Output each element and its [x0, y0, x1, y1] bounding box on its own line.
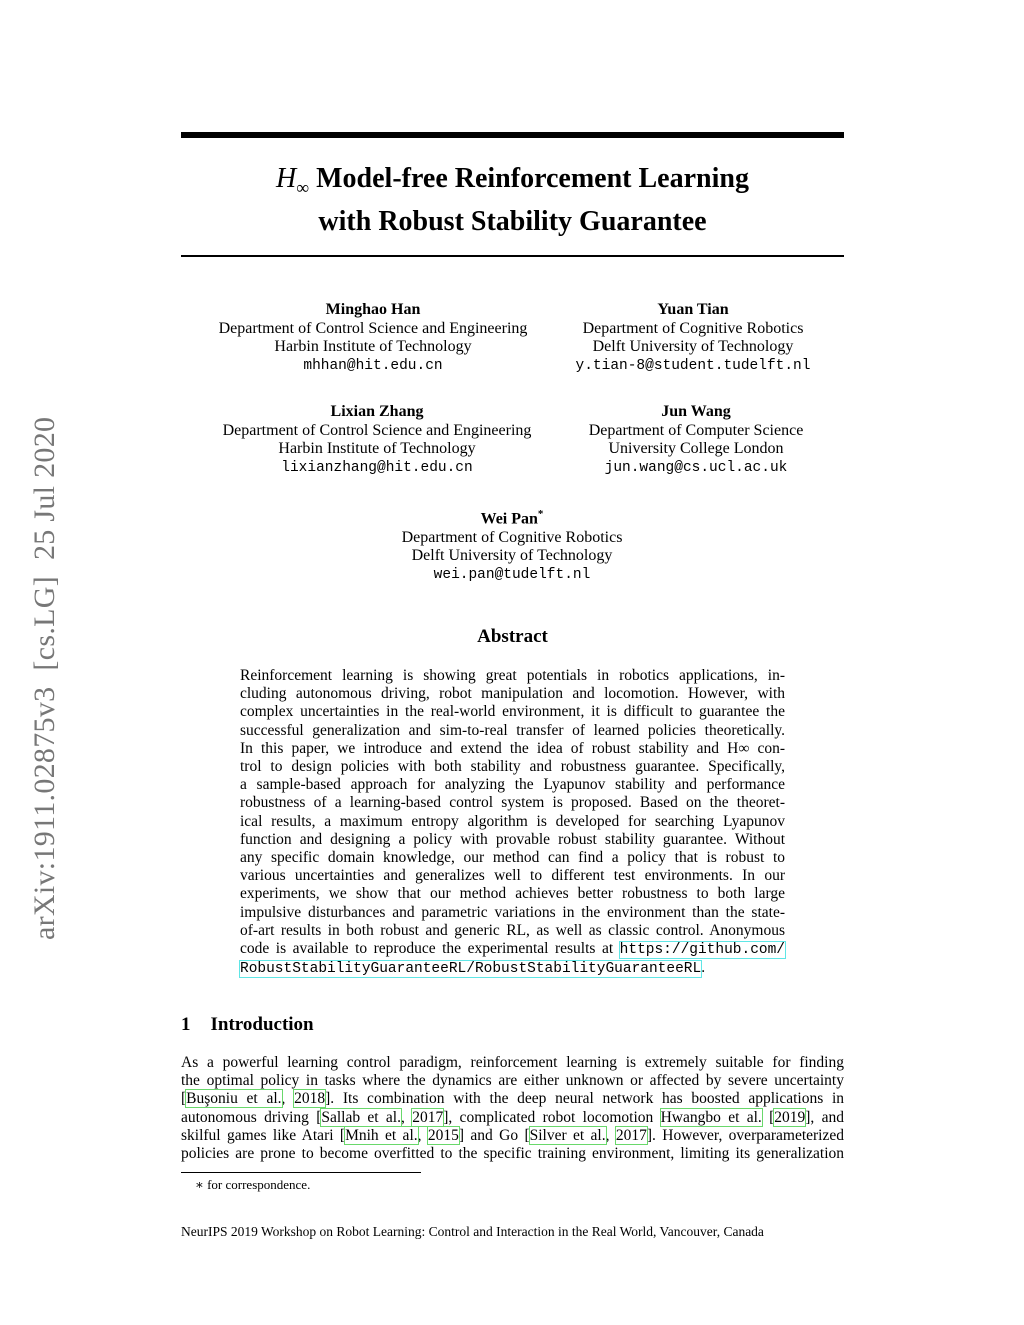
intro-line: As a powerful learning control paradigm, reinforcement learning is extremely suitable for finding: [181, 1054, 844, 1071]
abstract-line: impulsive disturbances and parametric variations in the environment than the state-: [240, 903, 785, 921]
intro-line: skilful games like Atari [Mnih et al., 2015] and Go [Silver et al., 2017]. However, overparameterized: [181, 1126, 844, 1144]
abstract-line: cluding autonomous driving, robot manipulation and locomotion. However, with: [240, 685, 785, 703]
footnote-mark: ∗: [195, 1177, 204, 1192]
citation-silver-year[interactable]: 2017: [615, 1126, 647, 1144]
h-infinity-symbol: $H_\infty$: [276, 163, 310, 198]
author-name: Lixian Zhang: [330, 403, 424, 420]
title-rule-bottom: [181, 255, 844, 257]
abstract-line: a sample-based approach for analyzing the Lyapunov stability and performance: [240, 776, 785, 794]
author-dept: Department of Cognitive Robotics: [401, 528, 623, 546]
abstract-line: ical results, a maximum entropy algorithm is developed for searching Lyapunov: [240, 812, 785, 830]
intro-line: [Buşoniu et al., 2018]. Its combination with the deep neural network has boosted applications in: [181, 1090, 845, 1108]
abstract-line-url: code is available to reproduce the experimental results at https://github.com/: [240, 940, 785, 959]
abstract-line: Reinforcement learning is showing great potentials in robotics applications, in-: [240, 667, 785, 684]
author-block-3: [202, 403, 552, 477]
title-line-1: $H_\infty$ Model-free Reinforcement Learning: [276, 163, 749, 198]
author-name: Jun Wang: [661, 403, 731, 420]
code-url-link[interactable]: https://github.com/: [619, 942, 785, 959]
citation-busoniu[interactable]: Buşoniu et al.: [186, 1090, 282, 1108]
title-line-2: with Robust Stability Guarantee: [318, 205, 707, 237]
abstract-line: of-art results in both robust and generic RL, as well as classic control. Anonymous: [240, 921, 785, 939]
author-email[interactable]: jun.wang@cs.ucl.ac.uk: [604, 459, 788, 476]
paper-title: [181, 162, 844, 239]
abstract-line: various uncertainties and generalizes well to different test environments. In our: [240, 867, 785, 885]
abstract-line-url-end: RobustStabilityGuaranteeRL/RobustStabilityGuaranteeRL.: [240, 959, 706, 978]
abstract-line: experiments, we show that our method achieves better robustness to both large: [240, 885, 785, 903]
author-dept: Department of Cognitive Robotics: [582, 319, 804, 337]
introduction-body: [181, 1054, 844, 1163]
author-block-2: [543, 301, 843, 375]
section-heading-introduction: 1 Introduction: [181, 1014, 314, 1035]
correspondence-mark: *: [537, 508, 544, 520]
title-rule-top: [181, 132, 844, 138]
code-url-link-cont[interactable]: RobustStabilityGuaranteeRL/RobustStabilityGuaranteeRL: [240, 961, 702, 978]
venue-footer: NeurIPS 2019 Workshop on Robot Learning: Control and Interaction in the Real World, Vancouver, Canada: [181, 1224, 764, 1239]
abstract-body: [240, 667, 785, 978]
author-email[interactable]: y.tian-8@student.tudelft.nl: [575, 357, 811, 374]
abstract-line: robustness of a learning-based control system is proposed. Based on the theoret-: [240, 794, 785, 812]
author-name: Minghao Han: [325, 301, 421, 318]
intro-line: policies are prone to become overfitted to the specific training environment, limiting its generalization: [181, 1145, 844, 1163]
citation-busoniu-year[interactable]: 2018: [294, 1090, 326, 1108]
arxiv-category: [cs.LG]: [28, 576, 61, 671]
author-block-1: [198, 301, 548, 375]
author-name: Wei Pan*: [480, 508, 544, 528]
citation-sallab[interactable]: Sallab et al.: [321, 1108, 401, 1126]
abstract-line: complex uncertainties in the real-world environment, it is difficult to guarantee the: [240, 703, 785, 721]
abstract-line: trol to design policies with both stability and robustness guarantee. Specifically,: [240, 758, 785, 776]
author-email[interactable]: lixianzhang@hit.edu.cn: [281, 459, 473, 476]
abstract-line: function and designing a policy with provable robust stability guarantee. Without: [240, 830, 785, 848]
author-name: Yuan Tian: [657, 301, 729, 318]
footnote-rule: [181, 1172, 421, 1173]
footnote: [195, 1177, 310, 1193]
author-block-4: [546, 403, 846, 477]
abstract-line: successful generalization and sim-to-real transfer of learned policies theoretically.: [240, 721, 785, 739]
abstract-heading: Abstract: [477, 626, 548, 647]
author-dept: Department of Computer Science: [588, 421, 804, 439]
author-dept: Department of Control Science and Engineering: [218, 319, 528, 337]
author-block-5: [362, 505, 662, 584]
intro-line: the optimal policy in tasks where the dynamics are either unknown or affected by severe uncertainty: [181, 1072, 844, 1090]
abstract-line: any specific domain knowledge, our method can find a policy that is robust to: [240, 849, 785, 867]
citation-mnih-year[interactable]: 2015: [427, 1126, 459, 1144]
abstract-line: In this paper, we introduce and extend the idea of robust stability and H∞ con-: [240, 739, 785, 757]
author-email[interactable]: wei.pan@tudelft.nl: [433, 566, 591, 583]
author-email[interactable]: mhhan@hit.edu.cn: [303, 357, 443, 374]
citation-sallab-year[interactable]: 2017: [412, 1108, 444, 1126]
author-inst: University College London: [608, 440, 784, 457]
citation-silver[interactable]: Silver et al.: [529, 1126, 606, 1144]
citation-mnih[interactable]: Mnih et al.: [345, 1126, 418, 1144]
author-inst: Harbin Institute of Technology: [274, 338, 472, 355]
arxiv-id: arXiv:1911.02875v3: [28, 686, 61, 940]
intro-line: autonomous driving [Sallab et al., 2017], complicated robot locomotion Hwangbo et al. [2019], and: [181, 1108, 845, 1126]
citation-hwangbo[interactable]: Hwangbo et al.: [660, 1108, 762, 1126]
author-inst: Harbin Institute of Technology: [278, 440, 476, 457]
arxiv-stamp: [28, 401, 62, 940]
author-inst: Delft University of Technology: [411, 547, 613, 565]
footnote-text: for correspondence.: [207, 1177, 311, 1192]
author-inst: Delft University of Technology: [592, 338, 794, 355]
author-dept: Department of Control Science and Engineering: [222, 421, 532, 439]
citation-hwangbo-year[interactable]: 2019: [774, 1108, 806, 1126]
arxiv-date: 25 Jul 2020: [28, 416, 61, 560]
